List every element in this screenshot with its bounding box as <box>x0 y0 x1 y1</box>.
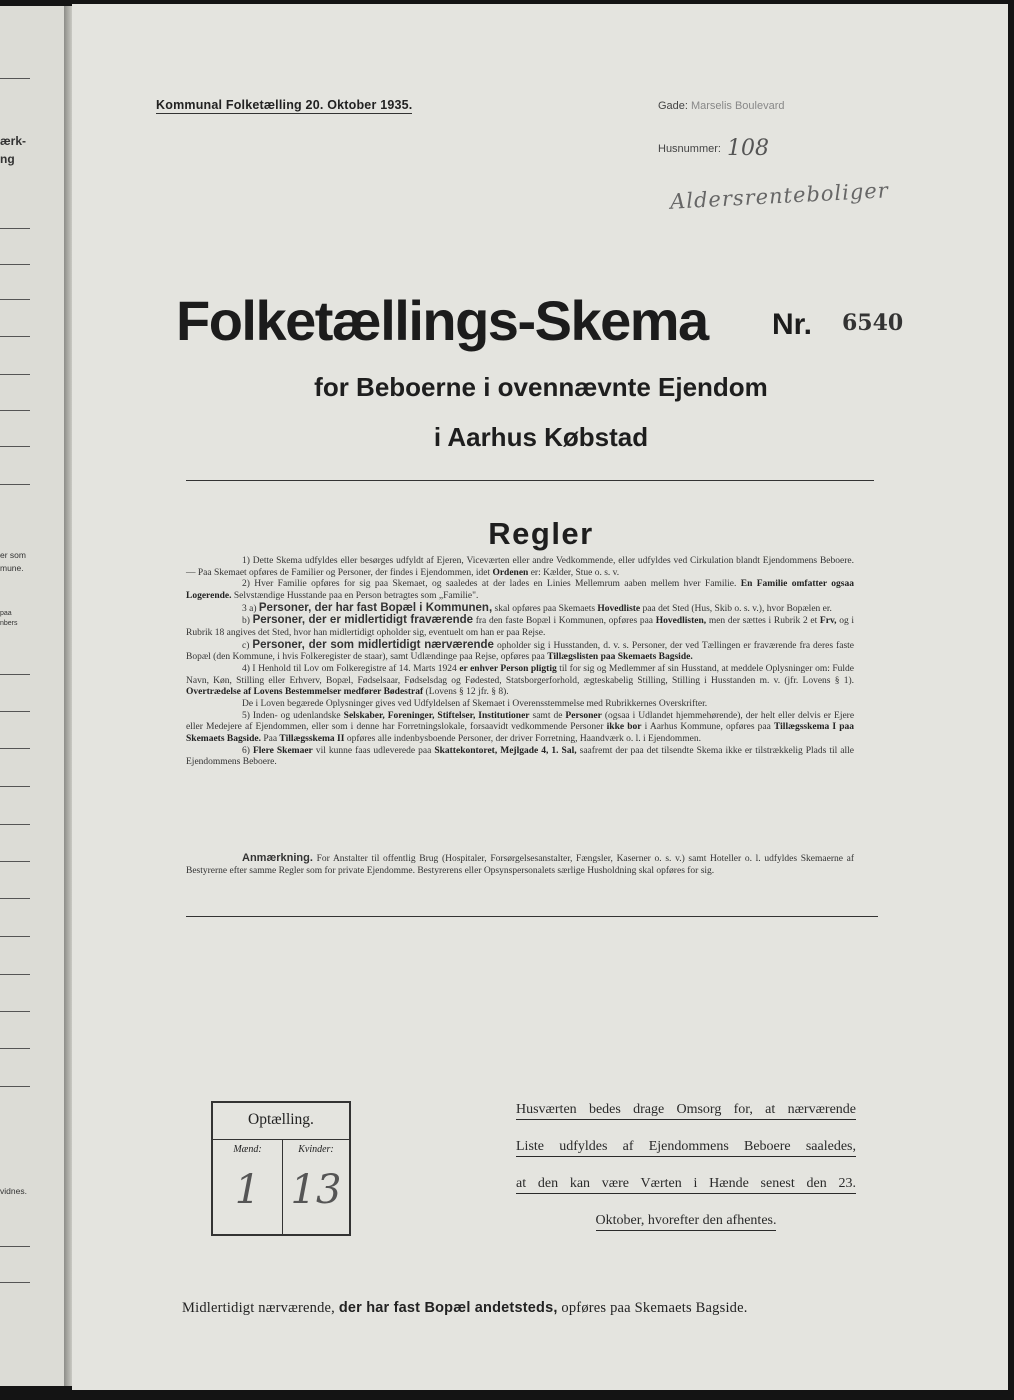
rule-line <box>0 446 30 447</box>
rule-line <box>0 336 30 337</box>
rule-6: 6) Flere Skemaer vil kunne faas udleverede paa Skattekontoret, Mejlgade 4, 1. Sal, saafremt der paa det tilsendte Skema ikke er tilstrækkelig Plads til alle Ejendommens Beboere. <box>186 745 855 768</box>
rule-line <box>0 228 30 229</box>
left-page <box>0 6 71 1386</box>
landlord-note <box>516 1102 856 1250</box>
subtitle: for Beboerne i ovennævnte Ejendom <box>314 372 768 402</box>
divider <box>186 480 874 481</box>
rule-line <box>0 78 30 79</box>
note-line: Liste udfyldes af Ejendommens Beboere saaledes, <box>516 1139 856 1157</box>
husnummer-label: Husnummer: <box>658 143 721 155</box>
optaelling-title: Optælling. <box>248 1111 314 1128</box>
anmaerkning <box>186 853 854 877</box>
left-fragment: paa <box>0 610 12 617</box>
anmaerkning-label: Anmærkning. <box>242 852 313 864</box>
rule-line <box>0 711 30 712</box>
rule-2: 2) Hver Familie opføres for sig paa Skemaet, og saaledes at der lades en Linies Mellemrum aaben mellem hver Familie. En Familie omfatter ogsaa Logerende. Selvstændige Husstande paa en Person betragtes som „Familie". <box>186 579 854 601</box>
left-fragment: vidnes. <box>0 1186 27 1196</box>
rule-1: 1) Dette Skema udfyldes eller besørges udfyldt af Ejeren, Viceværten eller andre Vedkommende, eller udfyldes ved Cirkulation blandt Ejendommens Beboere. — Paa Skemaet opføres de Familier og Personer, der findes i Ejendommen, idet Ordenen er: Kælder, Stue o. s. v. <box>186 556 854 578</box>
rule-line <box>0 786 30 787</box>
rule-line <box>0 674 30 675</box>
left-fragment: mune. <box>0 563 24 573</box>
maend-label: Mænd: <box>233 1144 262 1155</box>
note-line: Husværten bedes drage Omsorg for, at nærværende <box>516 1102 856 1120</box>
subtitle-city: i Aarhus Købstad <box>433 422 649 452</box>
rule-3b: b) Personer, der er midlertidigt fraværende fra den faste Bopæl i Kommunen, opføres paa Hovedlisten, men der sættes i Rubrik 2 et Frv, og i Rubrik 18 angives det Sted, hvor han midlertidigt opholder sig, eventuelt om han er paa Rejse. <box>186 614 855 638</box>
husnummer-field <box>658 136 769 161</box>
maend-count: 1 <box>234 1167 261 1213</box>
rule-line <box>0 484 30 485</box>
handwritten-note: Aldersrenteboliger <box>669 178 890 214</box>
left-fragment: nbers <box>0 620 18 627</box>
rule-line <box>0 1282 30 1283</box>
book-gutter <box>64 6 72 1386</box>
census-form-page <box>72 4 1008 1390</box>
rule-line <box>0 824 30 825</box>
census-title: Kommunal Folketælling 20. Oktober 1935. <box>156 98 413 112</box>
rule-line <box>0 898 30 899</box>
rule-line <box>0 264 30 265</box>
divider <box>186 916 878 917</box>
rule-line <box>0 861 30 862</box>
anmaerkning-text: For Anstalter til offentlig Brug (Hospitaler, Forsørgelsesanstalter, Fængsler, Kaserner o. s. v.) samt Hoteller o. l. udfyldes Skemaerne af Bestyrerne efter samme Regler som for private Ejendomme. Bestyrerens eller Opsynspersonalets særlige Husholdning skal opføres for sig. <box>186 854 855 876</box>
gade-label: Gade: <box>658 100 688 112</box>
rules-heading: Regler <box>488 516 594 551</box>
husnummer-value: 108 <box>726 136 769 161</box>
left-fragment: ng <box>0 152 15 166</box>
kvinder-label: Kvinder: <box>298 1144 334 1155</box>
gade-field <box>658 100 785 112</box>
kvinder-count: 13 <box>290 1167 342 1213</box>
rule-line <box>0 936 30 937</box>
rule-line <box>0 1011 30 1012</box>
gade-value: Marselis Boulevard <box>690 100 785 112</box>
rule-4b: De i Loven begærede Oplysninger gives ved Udfyldelsen af Skemaet i Overensstemmelse med Rubrikkernes Overskrifter. <box>242 698 708 709</box>
left-fragment: er som <box>0 550 26 560</box>
rule-line <box>0 374 30 375</box>
nr-label: Nr. <box>772 308 813 341</box>
rule-line <box>0 974 30 975</box>
note-line: at den kan være Værten i Hænde senest den 23. <box>516 1176 856 1194</box>
rule-line <box>0 1048 30 1049</box>
note-line: Oktober, hvorefter den afhentes. <box>596 1213 777 1231</box>
rule-line <box>0 299 30 300</box>
rule-4: 4) I Henhold til Lov om Folkeregistre af 14. Marts 1924 er enhver Person pligtig til for sig og Medlemmer af sin Husstand, at meddele Oplysninger om: Fulde Navn, Køn, Stilling eller Erhverv, Bopæl, Fødselsaar, Fødselsdag og Fødested, Statsborgerforhold, ægteskabelig Stilling, Stilling i Husstanden m. v. (jfr. Lovens § 1). Overtrædelse af Lovens Bestemmelser medfører Bødestraf (Lovens § 12 jfr. § 8). <box>186 663 854 698</box>
box-divider <box>213 1139 349 1140</box>
form-title: Folketællings-Skema <box>176 289 708 352</box>
footer-note: Midlertidigt nærværende, der har fast Bopæl andetsteds, opføres paa Skemaets Bagside. <box>182 1300 748 1316</box>
rule-5: 5) Inden- og udenlandske Selskaber, Foreninger, Stiftelser, Institutioner samt de Personer (ogsaa i Udlandet hjemmehørende), der helt eller delvis er Ejere eller Medejere af Ejendommen, eller som i denne har Forretningslokale, forsaavidt vedkommende Personer ikke bor i Aarhus Kommune, opføres paa Tillægsskema I paa Skemaets Bagside. Paa Tillægsskema II opføres alle indenbysboende Personer, der driver Forretning, Haandværk o. l. i Ejendommen. <box>186 710 855 744</box>
rule-line <box>0 410 30 411</box>
rule-line <box>0 748 30 749</box>
nr-value: 6540 <box>842 310 904 336</box>
rule-line <box>0 1246 30 1247</box>
rule-3c: c) Personer, der som midlertidigt nærværende opholder sig i Husstanden, d. v. s. Personer, der ved Tællingen er fraværende fra deres faste Bopæl (den Kommune, i hvis Folkeregister de staar), samt Udlændinge paa Rejse, opføres paa Tillægslisten paa Skemaets Bagside. <box>186 638 855 663</box>
rule-3a: 3 a) Personer, der har fast Bopæl i Kommunen, skal opføres paa Skemaets Hovedliste paa det Sted (Hus, Skib o. s. v.), hvor Bopælen er. <box>242 601 832 614</box>
rules-text <box>186 556 854 769</box>
left-fragment: ærk- <box>0 134 27 148</box>
optaelling-box <box>211 1101 351 1236</box>
rule-line <box>0 1086 30 1087</box>
